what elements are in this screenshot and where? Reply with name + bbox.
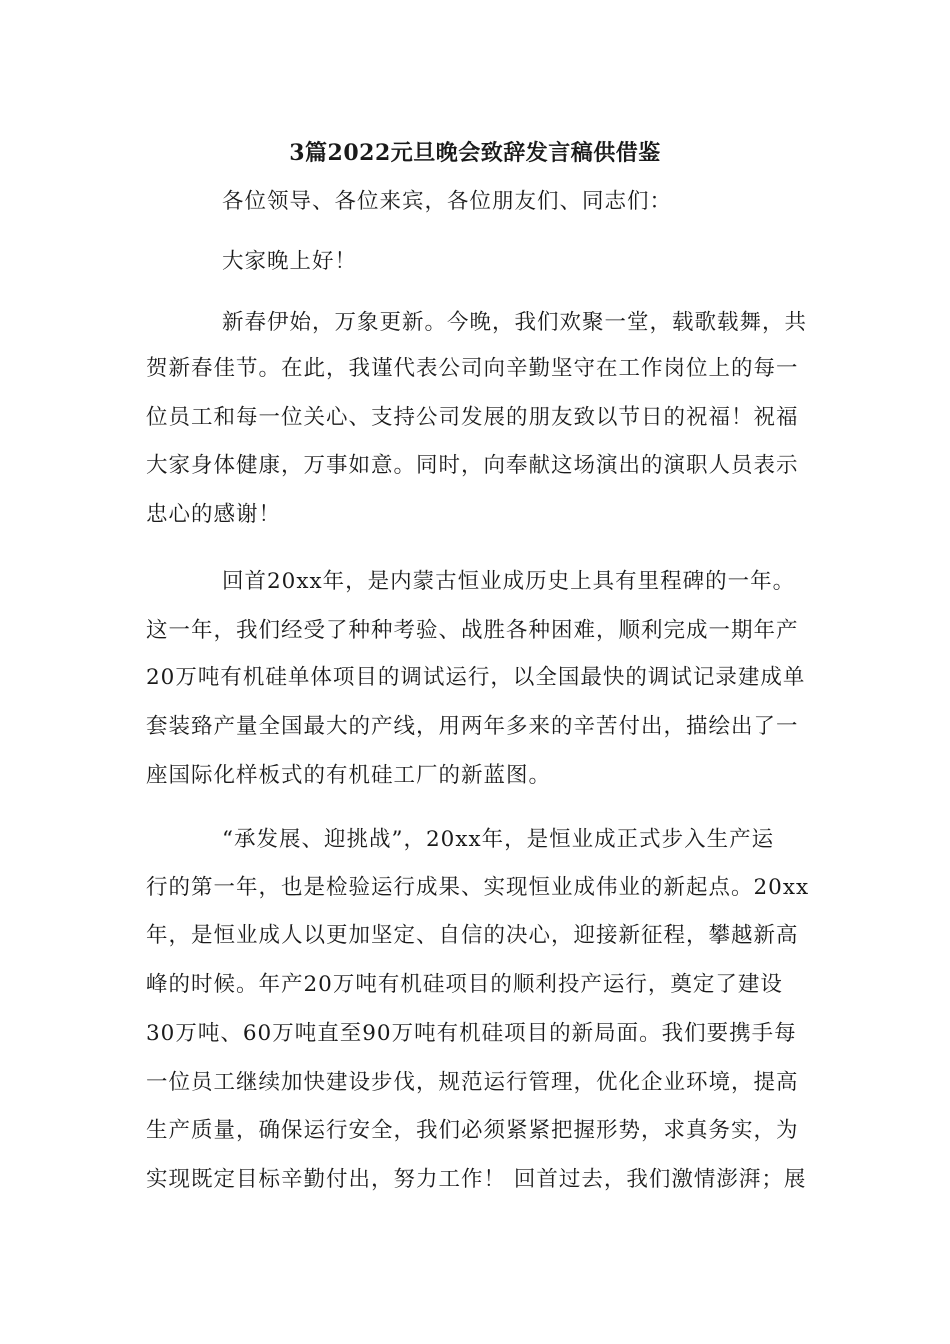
paragraph-line: 位员工和每一位关心、支持公司发展的朋友致以节日的祝福！祝福 [146, 405, 799, 430]
paragraph-line: 这一年，我们经受了种种考验、战胜各种困难，顺利完成一期年产 [146, 618, 799, 643]
paragraph-line: 30万吨、60万吨直至90万吨有机硅项目的新局面。我们要携手每 [146, 1021, 797, 1046]
paragraph-line: 实现既定目标辛勤付出，努力工作！ 回首过去，我们激情澎湃；展 [146, 1167, 807, 1192]
salutation-line: 各位领导、各位来宾，各位朋友们、同志们： [222, 189, 673, 214]
paragraph-line: 年，是恒业成人以更加坚定、自信的决心，迎接新征程，攀越新高 [146, 923, 799, 948]
paragraph-line: 新春伊始，万象更新。今晚，我们欢聚一堂，载歌载舞，共 [222, 310, 808, 335]
document-title: 3篇2022元旦晚会致辞发言稿供借鉴 [289, 140, 661, 166]
paragraph-line: 贺新春佳节。在此，我谨代表公司向辛勤坚守在工作岗位上的每一 [146, 356, 799, 381]
paragraph-line: 回首20xx年，是内蒙古恒业成历史上具有里程碑的一年。 [222, 569, 796, 594]
paragraph-line: 大家身体健康，万事如意。同时，向奉献这场演出的演职人员表示 [146, 453, 799, 478]
paragraph-line: 行的第一年，也是检验运行成果、实现恒业成伟业的新起点。20xx [146, 875, 810, 900]
paragraph-line: “承发展、迎挑战”，20xx年，是恒业成正式步入生产运 [222, 827, 775, 852]
paragraph-line: 生产质量，确保运行安全，我们必须紧紧把握形势，求真务实，为 [146, 1118, 799, 1143]
paragraph-line: 一位员工继续加快建设步伐，规范运行管理，优化企业环境，提高 [146, 1070, 799, 1095]
paragraph-line: 忠心的感谢！ [146, 502, 282, 527]
paragraph-line: 套装臵产量全国最大的产线，用两年多来的辛苦付出，描绘出了一 [146, 714, 799, 739]
paragraph-line: 峰的时候。年产20万吨有机硅项目的顺利投产运行，奠定了建设 [146, 972, 783, 997]
greeting-line: 大家晚上好！ [222, 249, 358, 274]
paragraph-line: 20万吨有机硅单体项目的调试运行，以全国最快的调试记录建成单 [146, 665, 806, 690]
paragraph-line: 座国际化样板式的有机硅工厂的新蓝图。 [146, 763, 552, 788]
